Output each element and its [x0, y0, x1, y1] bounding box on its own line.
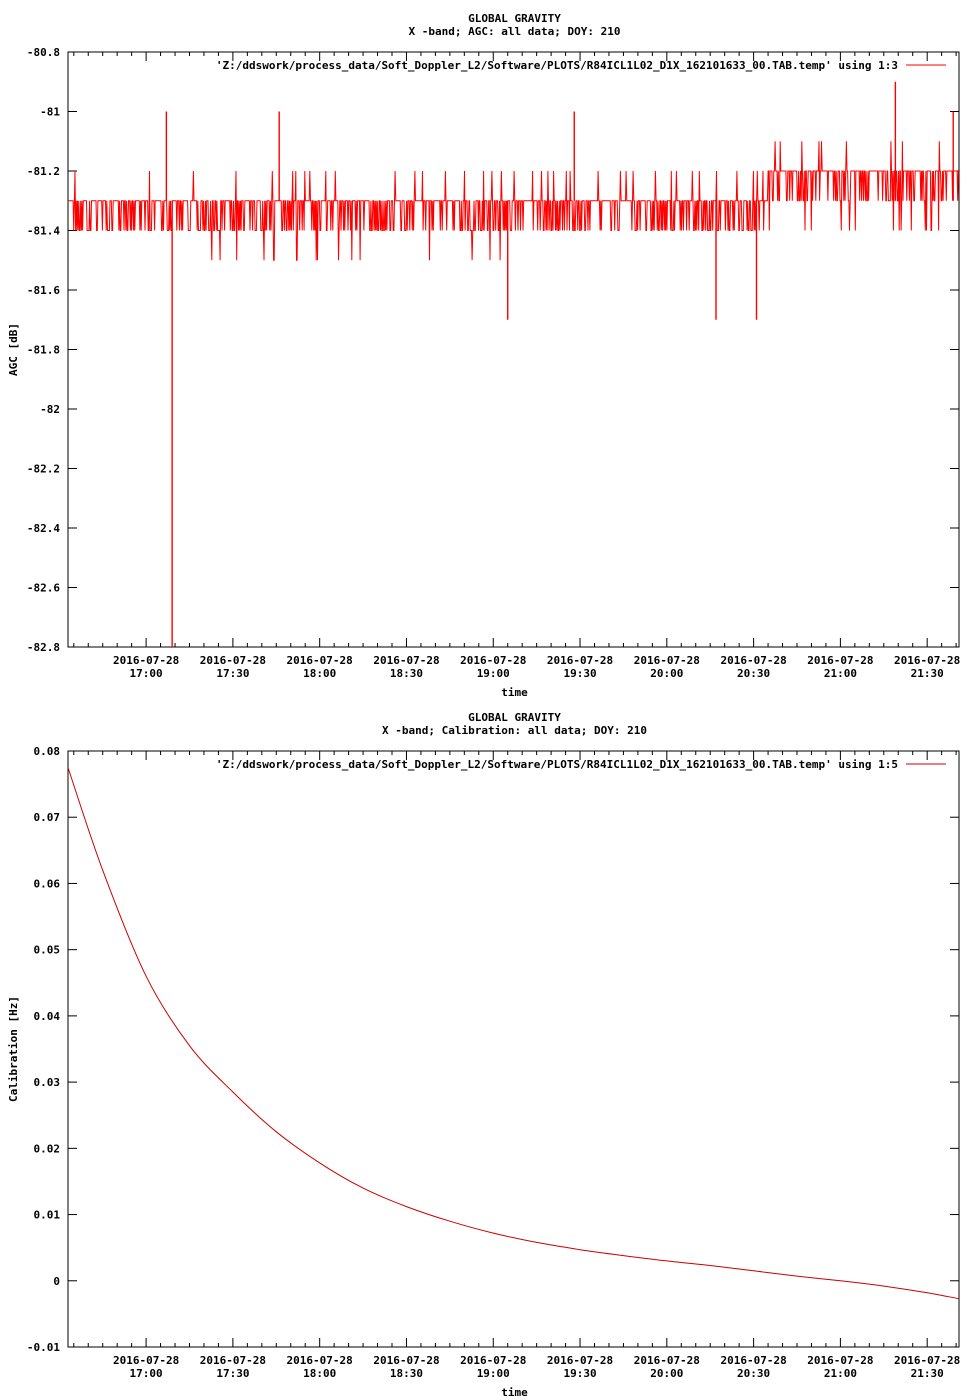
x-tick-time: 20:00: [650, 1367, 684, 1380]
plot-frame: [68, 751, 959, 1347]
x-tick-time: 20:00: [650, 667, 684, 680]
y-tick-label: 0: [53, 1274, 60, 1288]
x-tick-date: 2016-07-28: [633, 1354, 700, 1367]
x-tick-date: 2016-07-28: [546, 654, 614, 667]
x-axis-label: time: [501, 686, 528, 699]
x-tick-date: 2016-07-28: [894, 1354, 961, 1367]
x-tick-time: 17:00: [129, 1367, 163, 1380]
y-tick-label: 0.03: [33, 1076, 60, 1090]
chart-subtitle: X -band; Calibration: all data; DOY: 210: [382, 724, 647, 737]
y-tick-label: 0.01: [33, 1208, 60, 1222]
x-tick-date: 2016-07-28: [286, 654, 353, 667]
x-tick-time: 21:00: [823, 667, 857, 680]
y-tick-label: 0.08: [33, 745, 60, 758]
x-tick-time: 19:30: [563, 1367, 597, 1380]
x-tick-date: 2016-07-28: [112, 654, 180, 667]
calibration-chart: [7, 711, 960, 1399]
x-tick-time: 18:30: [389, 1367, 424, 1380]
x-tick-date: 2016-07-28: [894, 654, 961, 667]
chart-title: GLOBAL GRAVITY: [468, 711, 561, 724]
y-tick-label: 0.05: [33, 943, 60, 957]
agc-series-line: [68, 141, 958, 260]
legend-label: 'Z:/ddswork/process_data/Soft_Doppler_L2/Software/PLOTS/R84ICL1L02_D1X_162101633_00.TAB.temp' using 1:5: [215, 758, 898, 771]
x-tick-time: 21:00: [823, 1367, 857, 1380]
y-tick-label: -82.6: [26, 581, 60, 595]
agc-chart: [7, 12, 960, 699]
y-tick-label: 0.06: [33, 877, 60, 891]
y-tick-label: -82.2: [26, 462, 60, 476]
y-tick-label: 0.07: [33, 811, 60, 825]
x-tick-time: 20:30: [737, 1367, 771, 1380]
y-tick-label: -0.01: [26, 1341, 60, 1354]
x-tick-date: 2016-07-28: [807, 1354, 874, 1367]
x-tick-date: 2016-07-28: [286, 1354, 353, 1367]
calibration-series-line: [68, 768, 959, 1299]
x-tick-time: 17:00: [129, 667, 163, 680]
chart-title: GLOBAL GRAVITY: [468, 12, 561, 25]
x-tick-date: 2016-07-28: [373, 654, 440, 667]
x-tick-date: 2016-07-28: [807, 654, 874, 667]
y-axis-label: Calibration [Hz]: [7, 996, 20, 1102]
y-tick-label: -82.8: [26, 641, 60, 654]
x-tick-time: 17:30: [216, 667, 250, 680]
x-tick-date: 2016-07-28: [720, 1354, 787, 1367]
plot-frame: [68, 52, 959, 647]
x-tick-time: 21:30: [910, 667, 944, 680]
y-tick-label: -81.8: [26, 343, 60, 357]
x-tick-date: 2016-07-28: [199, 1354, 267, 1367]
x-axis-label: time: [501, 1386, 528, 1399]
x-tick-time: 18:00: [303, 1367, 337, 1380]
x-tick-time: 19:00: [476, 667, 510, 680]
y-tick-label: -82: [40, 403, 60, 416]
chart-subtitle: X -band; AGC: all data; DOY: 210: [408, 25, 621, 38]
y-tick-label: -81.6: [26, 284, 60, 297]
x-tick-time: 18:00: [303, 667, 337, 680]
x-tick-time: 17:30: [216, 1367, 250, 1380]
y-tick-label: 0.04: [33, 1009, 60, 1023]
x-tick-date: 2016-07-28: [460, 1354, 527, 1367]
x-tick-time: 21:30: [910, 1367, 944, 1380]
y-tick-label: -82.4: [26, 522, 60, 535]
y-tick-label: -81.2: [26, 165, 60, 178]
x-tick-date: 2016-07-28: [460, 654, 527, 667]
x-tick-date: 2016-07-28: [546, 1354, 614, 1367]
x-tick-date: 2016-07-28: [633, 654, 700, 667]
x-tick-time: 19:00: [476, 1367, 510, 1380]
y-tick-label: -81: [40, 105, 60, 119]
y-axis-label: AGC [dB]: [7, 323, 20, 376]
y-tick-label: -80.8: [26, 46, 60, 59]
x-tick-date: 2016-07-28: [112, 1354, 180, 1367]
x-tick-time: 19:30: [563, 667, 597, 680]
x-tick-date: 2016-07-28: [199, 654, 267, 667]
x-tick-date: 2016-07-28: [373, 1354, 440, 1367]
y-tick-label: -81.4: [26, 224, 60, 238]
legend-label: 'Z:/ddswork/process_data/Soft_Doppler_L2/Software/PLOTS/R84ICL1L02_D1X_162101633_00.TAB.temp' using 1:3: [215, 59, 898, 72]
y-tick-label: 0.02: [33, 1142, 60, 1156]
x-tick-time: 20:30: [737, 667, 771, 680]
x-tick-time: 18:30: [389, 667, 424, 680]
x-tick-date: 2016-07-28: [720, 654, 787, 667]
